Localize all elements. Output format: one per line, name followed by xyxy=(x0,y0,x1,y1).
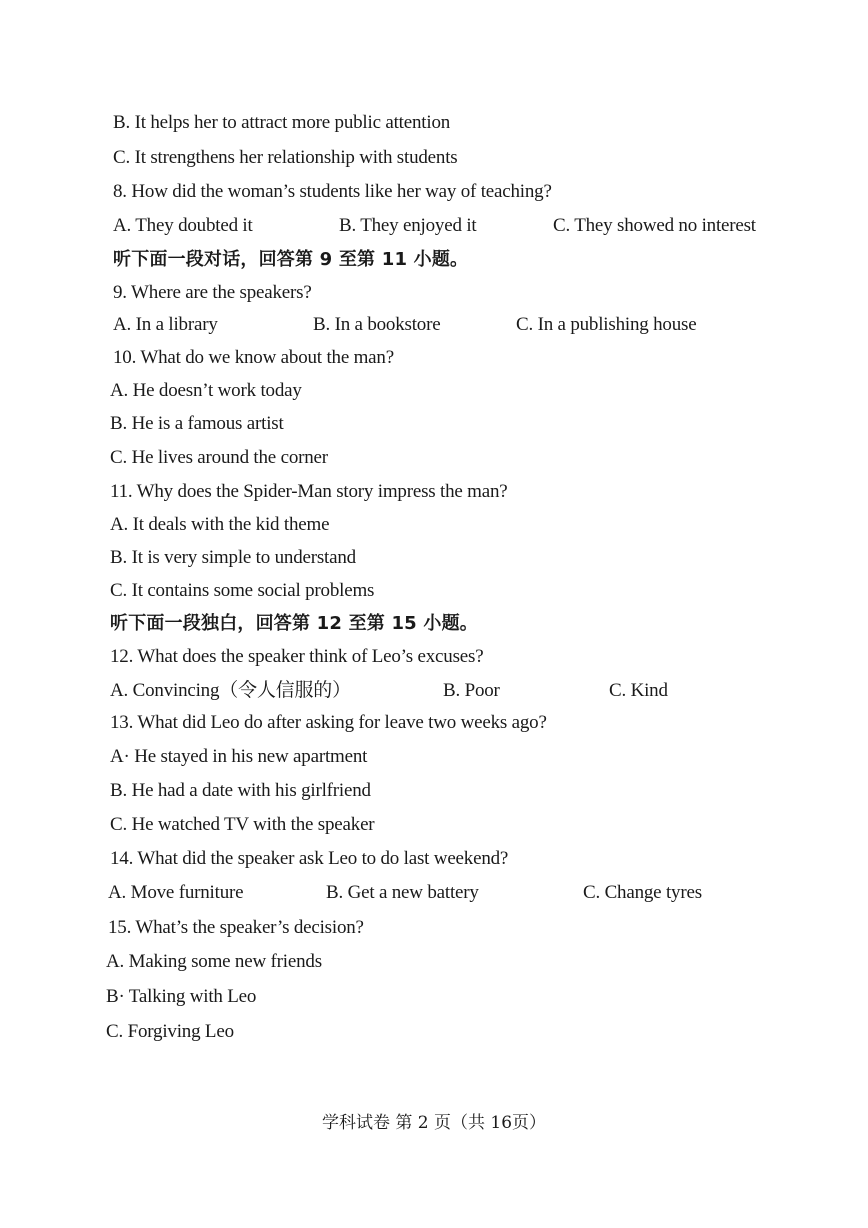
q13-question: 13. What did Leo do after asking for leave two weeks ago? xyxy=(110,712,547,733)
q7-option-b: B. It helps her to attract more public attention xyxy=(113,112,451,133)
q8-option-c: C. They showed no interest xyxy=(553,215,756,236)
q9-option-a: A. In a library xyxy=(113,314,218,335)
q11-question: 11. Why does the Spider-Man story impress the man? xyxy=(110,481,508,502)
q15-option-a: A. Making some new friends xyxy=(106,951,322,972)
q14-question: 14. What did the speaker ask Leo to do last weekend? xyxy=(110,848,509,869)
q12-question: 12. What does the speaker think of Leo’s excuses? xyxy=(110,646,484,667)
q10-option-c: C. He lives around the corner xyxy=(110,447,328,468)
section-heading-9-11: 听下面一段对话，回答第 9 至第 11 小题。 xyxy=(113,249,469,270)
q8-option-a: A. They doubted it xyxy=(113,215,253,236)
q10-option-a: A. He doesn’t work today xyxy=(110,380,302,401)
q13-option-c: C. He watched TV with the speaker xyxy=(110,814,375,835)
q9-question: 9. Where are the speakers? xyxy=(113,282,312,303)
q13-option-b: B. He had a date with his girlfriend xyxy=(110,780,371,801)
q7-option-c: C. It strengthens her relationship with students xyxy=(113,147,458,168)
q10-question: 10. What do we know about the man? xyxy=(113,347,394,368)
q9-option-b: B. In a bookstore xyxy=(313,314,441,335)
q15-option-b: B· Talking with Leo xyxy=(106,986,257,1007)
q15-option-c: C. Forgiving Leo xyxy=(106,1021,234,1042)
q12-option-a: A. Convincing（令人信服的） xyxy=(110,680,351,701)
q12-option-b: B. Poor xyxy=(443,680,500,701)
q11-option-b: B. It is very simple to understand xyxy=(110,547,356,568)
q12-option-c: C. Kind xyxy=(609,680,668,701)
q14-option-b: B. Get a new battery xyxy=(326,882,479,903)
q9-option-c: C. In a publishing house xyxy=(516,314,697,335)
q14-option-a: A. Move furniture xyxy=(108,882,244,903)
page-footer: 学科试卷 第 2 页（共 16页） xyxy=(321,1113,547,1133)
q14-option-c: C. Change tyres xyxy=(583,882,702,903)
q11-option-a: A. It deals with the kid theme xyxy=(110,514,330,535)
q8-question: 8. How did the woman’s students like her way of teaching? xyxy=(113,181,552,202)
q8-option-b: B. They enjoyed it xyxy=(339,215,477,236)
q10-option-b: B. He is a famous artist xyxy=(110,413,284,434)
q13-option-a: A· He stayed in his new apartment xyxy=(110,746,368,767)
q11-option-c: C. It contains some social problems xyxy=(110,580,375,601)
section-heading-12-15: 听下面一段独白，回答第 12 至第 15 小题。 xyxy=(110,613,478,634)
q15-question: 15. What’s the speaker’s decision? xyxy=(108,917,364,938)
